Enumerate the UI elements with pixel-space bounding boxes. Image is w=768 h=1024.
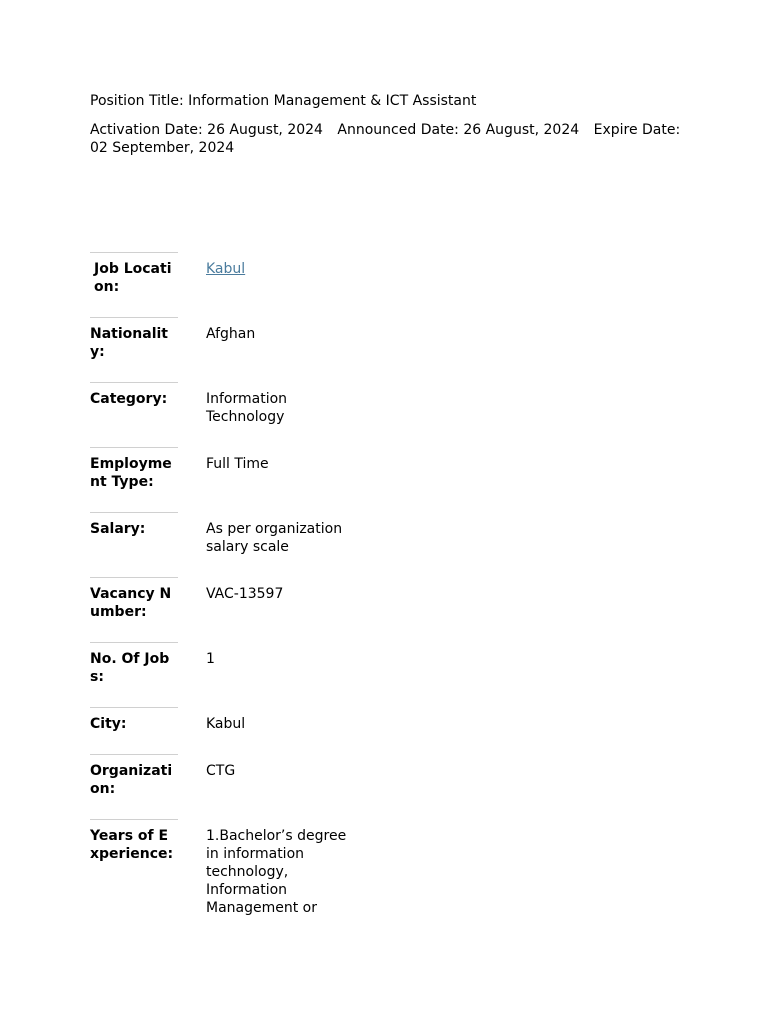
expire-date-value: 02 September, 2024 — [90, 140, 235, 156]
job-header — [90, 92, 690, 157]
city-label: City: — [90, 716, 127, 732]
salary-label: Salary: — [90, 521, 146, 537]
announced-date-label: Announced Date: — [337, 122, 459, 138]
no-of-jobs-label: No. Of Jobs: — [90, 651, 170, 685]
job-details-table — [90, 252, 370, 917]
activation-date-value: 26 August, 2024 — [207, 122, 323, 138]
nationality-value: Afghan — [206, 326, 256, 342]
job-location-link[interactable]: Kabul — [206, 261, 246, 277]
organization-label: Organization: — [90, 763, 173, 797]
category-value: Information Technology — [206, 391, 288, 425]
job-location-value — [206, 260, 351, 278]
vacancy-number-value: VAC-13597 — [206, 586, 284, 602]
organization-value: CTG — [206, 763, 236, 779]
years-of-experience-label: Years of Experience: — [90, 828, 174, 862]
detail-row-city — [90, 707, 370, 754]
position-title-label: Position Title: — [90, 93, 184, 109]
detail-row-vacancy-number — [90, 577, 370, 642]
detail-row-category — [90, 382, 370, 447]
category-label: Category: — [90, 391, 168, 407]
vacancy-number-label: Vacancy Number: — [90, 586, 172, 620]
activation-date-label: Activation Date: — [90, 122, 203, 138]
employment-type-value: Full Time — [206, 456, 269, 472]
detail-row-salary — [90, 512, 370, 577]
position-title — [90, 92, 690, 110]
nationality-label: Nationality: — [90, 326, 168, 360]
detail-row-years-of-experience — [90, 819, 370, 917]
salary-value: As per organization salary scale — [206, 521, 343, 555]
detail-row-no-of-jobs — [90, 642, 370, 707]
no-of-jobs-value: 1 — [206, 651, 215, 667]
detail-row-organization — [90, 754, 370, 819]
detail-row-employment-type — [90, 447, 370, 512]
job-location-label: Job Location: — [94, 261, 172, 295]
city-value: Kabul — [206, 716, 246, 732]
position-title-value: Information Management & ICT Assistant — [188, 93, 477, 109]
employment-type-label: Employment Type: — [90, 456, 172, 490]
detail-row-job-location — [90, 252, 370, 317]
years-of-experience-value: 1.Bachelor’s degree in information technology, Information Management or — [206, 828, 347, 916]
dates-line — [90, 121, 690, 157]
expire-date-label: Expire Date: — [593, 122, 681, 138]
announced-date-value: 26 August, 2024 — [463, 122, 580, 138]
detail-row-nationality — [90, 317, 370, 382]
